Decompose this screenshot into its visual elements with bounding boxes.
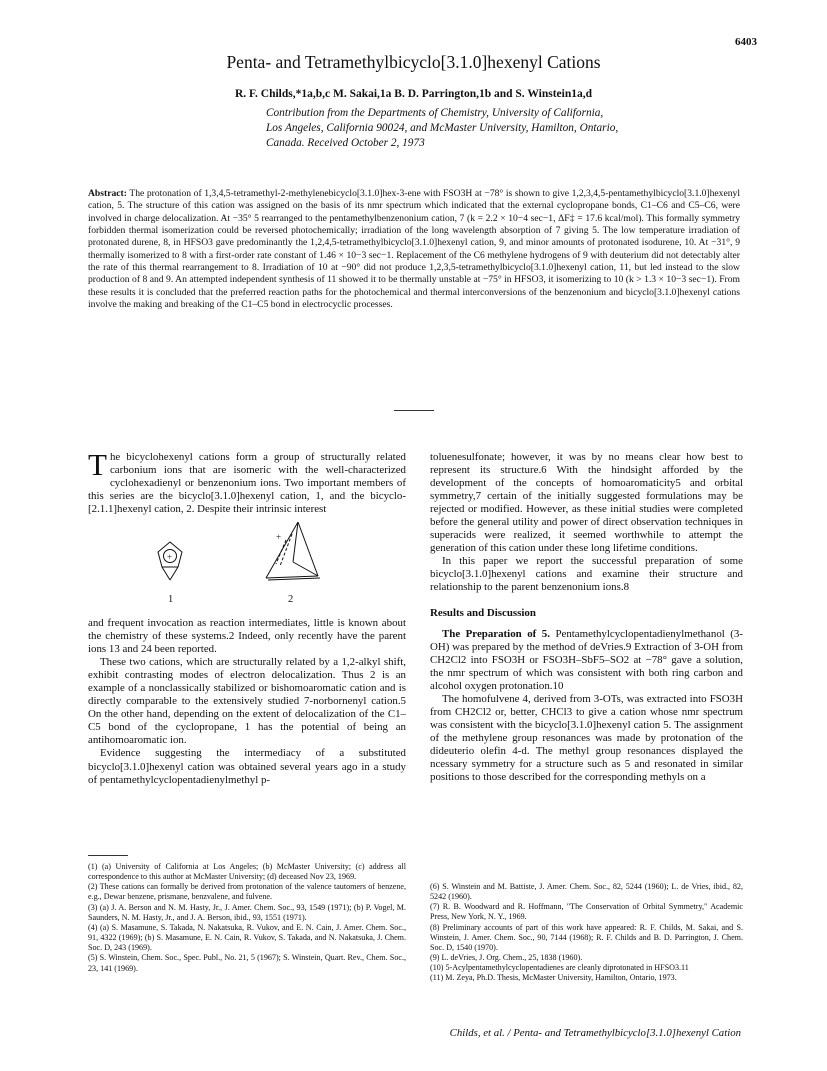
structure-figure [88, 518, 406, 618]
footnote: (11) M. Zeya, Ph.D. Thesis, McMaster University, Hamilton, Ontario, 1973. [430, 973, 677, 983]
footnote: (5) S. Winstein, Chem. Soc., Spec. Publ., No. 21, 5 (1967); S. Winstein, Quart. Rev., Chem. Soc., 23, 141 (1969). [88, 953, 406, 973]
article-title: Penta- and Tetramethylbicyclo[3.1.0]hexenyl Cations [226, 52, 601, 72]
section-heading: Results and Discussion [430, 606, 536, 619]
affiliation [266, 106, 736, 151]
section-divider [394, 410, 434, 411]
left-column-intro [88, 447, 406, 516]
paragraph: In this paper we report the successful preparation of some bicyclo[3.1.0]hexenyl cations and examine their structure and relationship to the parent benzenonium ions.8 [430, 555, 743, 594]
footnote: (3) (a) J. A. Berson and N. M. Hasty, Jr., J. Amer. Chem. Soc., 93, 1549 (1971); (b) P. Vogel, M. Saunders, N. M. Hasty, Jr., and J. A. Berson, ibid., 93, 1551 (1971). [88, 902, 406, 922]
footnote: (1) (a) University of California at Los Angeles; (b) McMaster University; (c) address all correspondence to this author at McMaster University; (d) deceased Nov 23, 1969. [88, 862, 406, 882]
paragraph: Pentamethylcyclopentadienylmethanol (3-OH) was prepared by the method of deVries.9 Extraction of 3-OH from CH2Cl2 into FSO3H or FSO3H–SbF5–SO2 at −78° gave a solution, the nmr spectrum of which was consistent with both ring carbon and alcohol oxygen protonation.10 [430, 627, 743, 692]
running-footer: Childs, et al. / Penta- and Tetramethylbicyclo[3.1.0]hexenyl Cation [449, 1027, 741, 1039]
footnote: (4) (a) S. Masamune, S. Takada, N. Nakatsuka, R. Vukov, and E. N. Cain, J. Amer. Chem. Soc., 91, 4322 (1969); (b) S. Masamune, E. N. Cain, R. Vukov, S. Takada, and N. Nakatsuka, J. Chem. Soc. D, 243 (1969). [88, 922, 406, 953]
footnote: (7) R. B. Woodward and R. Hoffmann, "The Conservation of Orbital Symmetry," Academic Press, New York, N. Y., 1969. [430, 902, 743, 922]
abstract [88, 188, 740, 311]
bicyclo-2-1-1-cation-structure [266, 522, 320, 580]
left-column-body [88, 617, 406, 787]
affiliation-line: Canada. Received October 2, 1973 [266, 137, 425, 149]
figure-label-1: 1 [168, 594, 174, 605]
footnote: (2) These cations can formally be derived from protonation of the valence tautomers of benzene, e.g., Dewar benzene, prismane, benzvalene, and fulvene. [88, 882, 406, 902]
right-column-body [430, 451, 743, 784]
paragraph: and frequent invocation as reaction intermediates, little is known about the chemistry of these systems.2 Indeed, only recently have the parent ions 13 and 24 been reported. [88, 617, 406, 656]
figure-label-2: 2 [288, 594, 294, 605]
svg-text:+: + [167, 552, 173, 562]
structure-drawings [88, 518, 406, 618]
footnote: (10) 5-Acylpentamethylcyclopentadienes are cleanly diprotonated in HFSO3.11 [430, 963, 689, 973]
footnote-rule-left [88, 855, 128, 856]
subheading: The Preparation of 5. [442, 627, 550, 640]
affiliation-line: Los Angeles, California 90024, and McMaster University, Hamilton, Ontario, [266, 122, 619, 134]
footnotes-right [430, 882, 743, 984]
footnote: (8) Preliminary accounts of part of this work have appeared: R. F. Childs, M. Sakai, and S. Winstein, J. Amer. Chem. Soc., 90, 7144 (1968); R. F. Childs and B. D. Parrington, J. Chem. Soc. D, 1540 (1970). [430, 922, 743, 952]
intro-paragraph: he bicyclohexenyl cations form a group of structurally related carbonium ions that are isomeric with the well-characterized cyclohexadienyl or benzenonium ions. Two important members of this series are the bicyclo[3.1.0]hexenyl cation, 1, and the bicyclo-[2.1.1]hexenyl cation, 2. Despite their intrinsic interest [88, 451, 406, 516]
abstract-label: Abstract: [88, 188, 127, 199]
abstract-text: The protonation of 1,3,4,5-tetramethyl-2-methylenebicyclo[3.1.0]hex-3-ene with FSO3H at −78° is shown to give 1,2,3,4,5-pentamethylbicyclo[3.1.0]hexenyl cation, 5. The structure of this cation was assigned on the basis of its nmr spectrum which indicated that the external cyclopropane bonds, C1–C6 and C5–C6, were involved in charge delocalization. At −35° 5 rearranged to the pentamethylbenzenonium cation, 7 (k = 2.2 × 10−4 sec−1, ΔF‡ = 17.6 kcal/mol). This formally symmetry forbidden thermal isomerization could be reversed photochemically; irradiation of the long wavelength absorption of 7 giving 5. The low temperature irradiation of protonated durene, 8, in HFSO3 gave predominantly the 1,2,4,5-tetramethylbicyclo[3.1.0]hexenyl cation, 9, and minor amounts of protonated isodurene, 10. At −31°, 9 thermally isomerized to 8 with a first-order rate constant of 1.46 × 10−3 sec−1. Replacement of the C6 methylene hydrogens of 9 with deuterium did not detectably alter the rate of this thermal rearrangement to 8. Irradiation of 10 at −90° did not produce 1,2,3,5-tetramethylbicyclo[3.1.0]hexenyl cation, 11, but led instead to the slow production of 8 and 9. An attempted independent synthesis of 11 showed it to be thermally unstable at −75° in HFSO3, it isomerizing to 10 (k > 1.3 × 10−3 sec−1). From these results it is concluded that the preferred reaction paths for the photochemical and thermal interconversions of the benzenonium and bicyclo[3.1.0]hexenyl cations involve the making and breaking of the C1–C5 bond in electrocyclic processes. [88, 188, 740, 311]
paragraph: The homofulvene 4, derived from 3-OTs, was extracted into FSO3H from CH2Cl2 or, better, CHCl3 to give a cation whose nmr spectrum was consistent with the bicyclo[3.1.0]hexenyl cation 5. The assignment of the methylene group resonances was made by protonation of the dideuterio olefin 4-d. The methyl group resonances displayed the ncessary symmetry for a structure such as 5 and resonated in similar positions to those described for the corresponding methyls on a [430, 692, 743, 784]
svg-text:+: + [276, 532, 282, 542]
paragraph: toluenesulfonate; however, it was by no means clear how best to represent its structure.6 With the hindsight afforded by the development of the concepts of homoaromaticity5 and orbital symmetry,7 certain of the initially suggested formulations may be rejected or modified. However, as these initial studies were completed before the general utility and power of direct observation techniques in superacids were realized, it seemed worthwhile to attempt the generation of this cation under these long lifetime conditions. [430, 451, 743, 555]
paragraph: These two cations, which are structurally related by a 1,2-alkyl shift, exhibit contrasting modes of electron delocalization. Thus 2 is an example of a nonclassically stabilized or bishomoaromatic cation and is directly comparable to the extensively studied 7-norbornenyl cation.5 On the other hand, depending on the extent of delocalization of the C1–C5 bond of the cyclopropane, 1 has the potential of being an antihomoaromatic ion. [88, 656, 406, 747]
affiliation-line: Contribution from the Departments of Chemistry, University of California, [266, 107, 604, 119]
paragraph: Evidence suggesting the intermediacy of a substituted bicyclo[3.1.0]hexenyl cation was obtained several years ago in a study of pentamethylcyclopentadienylmethyl p- [88, 747, 406, 786]
author-list: R. F. Childs,*1a,b,c M. Sakai,1a B. D. Parrington,1b and S. Winstein1a,d [234, 88, 592, 100]
page-number: 6403 [735, 36, 757, 48]
footnote: (9) L. deVries, J. Org. Chem., 25, 1838 (1960). [430, 953, 583, 963]
bicyclohexenyl-cation-structure [158, 542, 182, 580]
footnotes-left [88, 862, 406, 974]
drop-cap: T [88, 447, 107, 482]
footnote: (6) S. Winstein and M. Battiste, J. Amer. Chem. Soc., 82, 5244 (1960); L. de Vries, ibid., 82, 5242 (1960). [430, 882, 743, 902]
